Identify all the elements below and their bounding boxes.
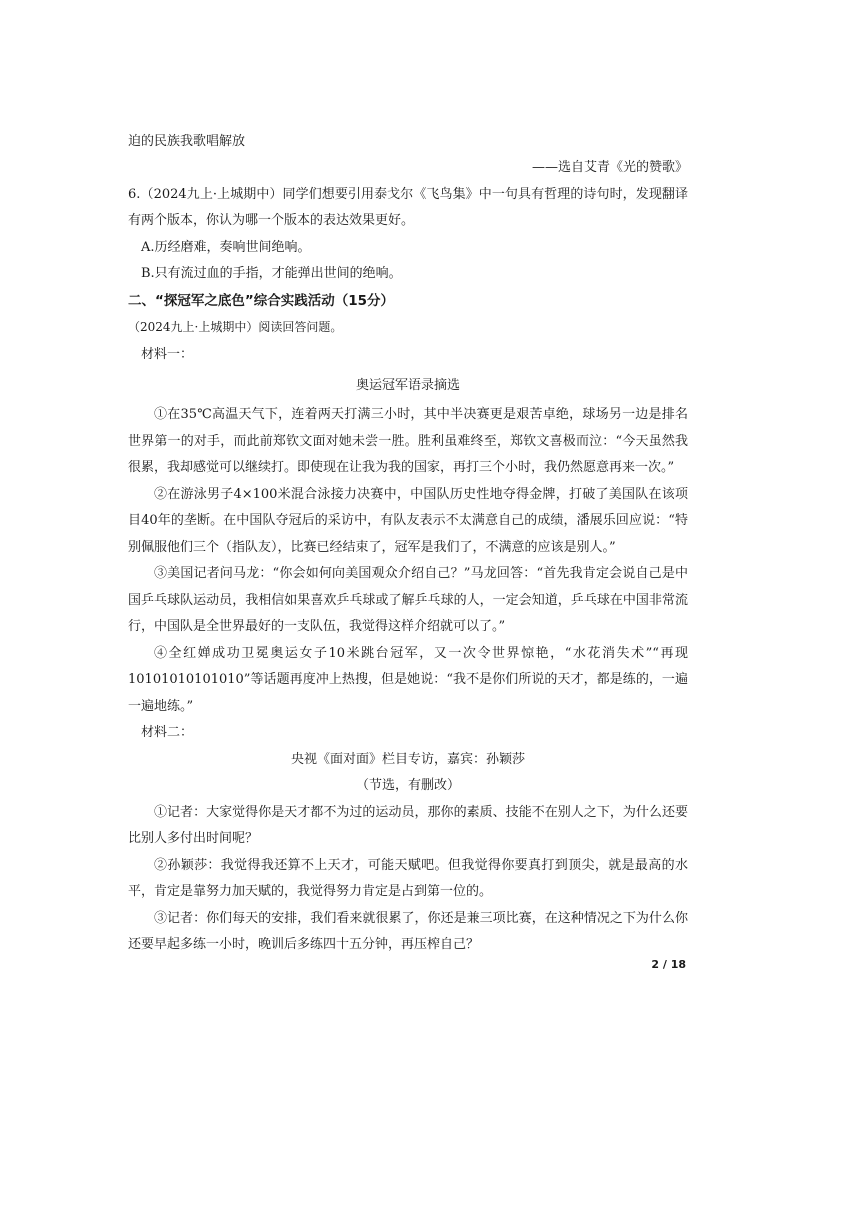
question-6-stem: 6.（2024九上·上城期中）同学们想要引用泰戈尔《飞鸟集》中一句具有哲理的诗句时，发现翻译有两个版本，你认为哪一个版本的表达效果更好。 [128, 186, 688, 228]
material-2-note: （节选，有删改） [355, 778, 460, 793]
material-2-label: 材料二： [141, 725, 194, 740]
question-6-option-a: A.历经磨难，奏响世间绝响。 [141, 239, 311, 255]
section-2-heading: 二、“探冠军之底色”综合实践活动（15分） [128, 292, 395, 309]
page-number: 2 / 18 [651, 958, 686, 971]
poem-line: 迫的民族我歌唱解放 [128, 134, 246, 149]
material-1-title: 奥运冠军语录摘选 [355, 378, 460, 393]
page-content [128, 129, 688, 959]
section-2-intro: （2024九上·上城期中）阅读回答问题。 [128, 319, 343, 334]
question-6-option-b: B.只有流过血的手指，才能弹出世间的绝响。 [141, 266, 402, 281]
material-2-para-1: ①记者：大家觉得你是天才都不为过的运动员，那你的素质、技能不在别人之下，为什么还要比别人多付出时间呢？ [128, 804, 688, 846]
material-1-para-3: ③美国记者问马龙：“你会如何向美国观众介绍自己？”马龙回答：“首先我肯定会说自己是中国乒乓球队运动员，我相信如果喜欢乒乓球或了解乒乓球的人，一定会知道，乒乓球在中国非常流行，中国队是全世界最好的一支队伍，我觉得这样介绍就可以了。” [128, 566, 688, 634]
material-2-para-3: ③记者：你们每天的安排，我们看来就很累了，你还是兼三项比赛，在这种情况之下为什么你还要早起多练一小时，晚训后多练四十五分钟，再压榨自己？ [128, 910, 688, 952]
material-1-label: 材料一： [141, 347, 194, 362]
material-1-para-2: ②在游泳男子4×100米混合泳接力决赛中，中国队历史性地夺得金牌，打破了美国队在该项目40年的垄断。在中国队夺冠后的采访中，有队友表示不太满意自己的成绩，潘展乐回应说：“特别佩服他们三个（指队友），比赛已经结束了，冠军是我们了，不满意的应该是别人。” [128, 486, 688, 555]
material-1-para-4: ④全红婵成功卫冕奥运女子10米跳台冠军，又一次令世界惊艳，“水花消失术”“再现10101010101010”等话题再度冲上热搜，但是她说：“我不是你们所说的天才，都是练的，一遍一遍地练。” [128, 645, 688, 714]
poem-source: ——选自艾青《光的赞歌》 [531, 160, 688, 175]
material-1-para-1: ①在35℃高温天气下，连着两天打满三小时，其中半决赛更是艰苦卓绝，球场另一边是排名世界第一的对手，而此前郑钦文面对她未尝一胜。胜利虽难终至，郑钦文喜极而泣：“今天虽然我很累，我却感觉可以继续打。即使现在让我为我的国家，再打三个小时，我仍然愿意再来一次。” [128, 407, 688, 475]
material-2-title: 央视《面对面》栏目专访，嘉宾：孙颖莎 [290, 751, 525, 767]
material-2-para-2: ②孙颖莎：我觉得我还算不上天才，可能天赋吧。但我觉得你要真打到顶尖，就是最高的水平，肯定是靠努力加天赋的，我觉得努力肯定是占到第一位的。 [128, 857, 688, 899]
